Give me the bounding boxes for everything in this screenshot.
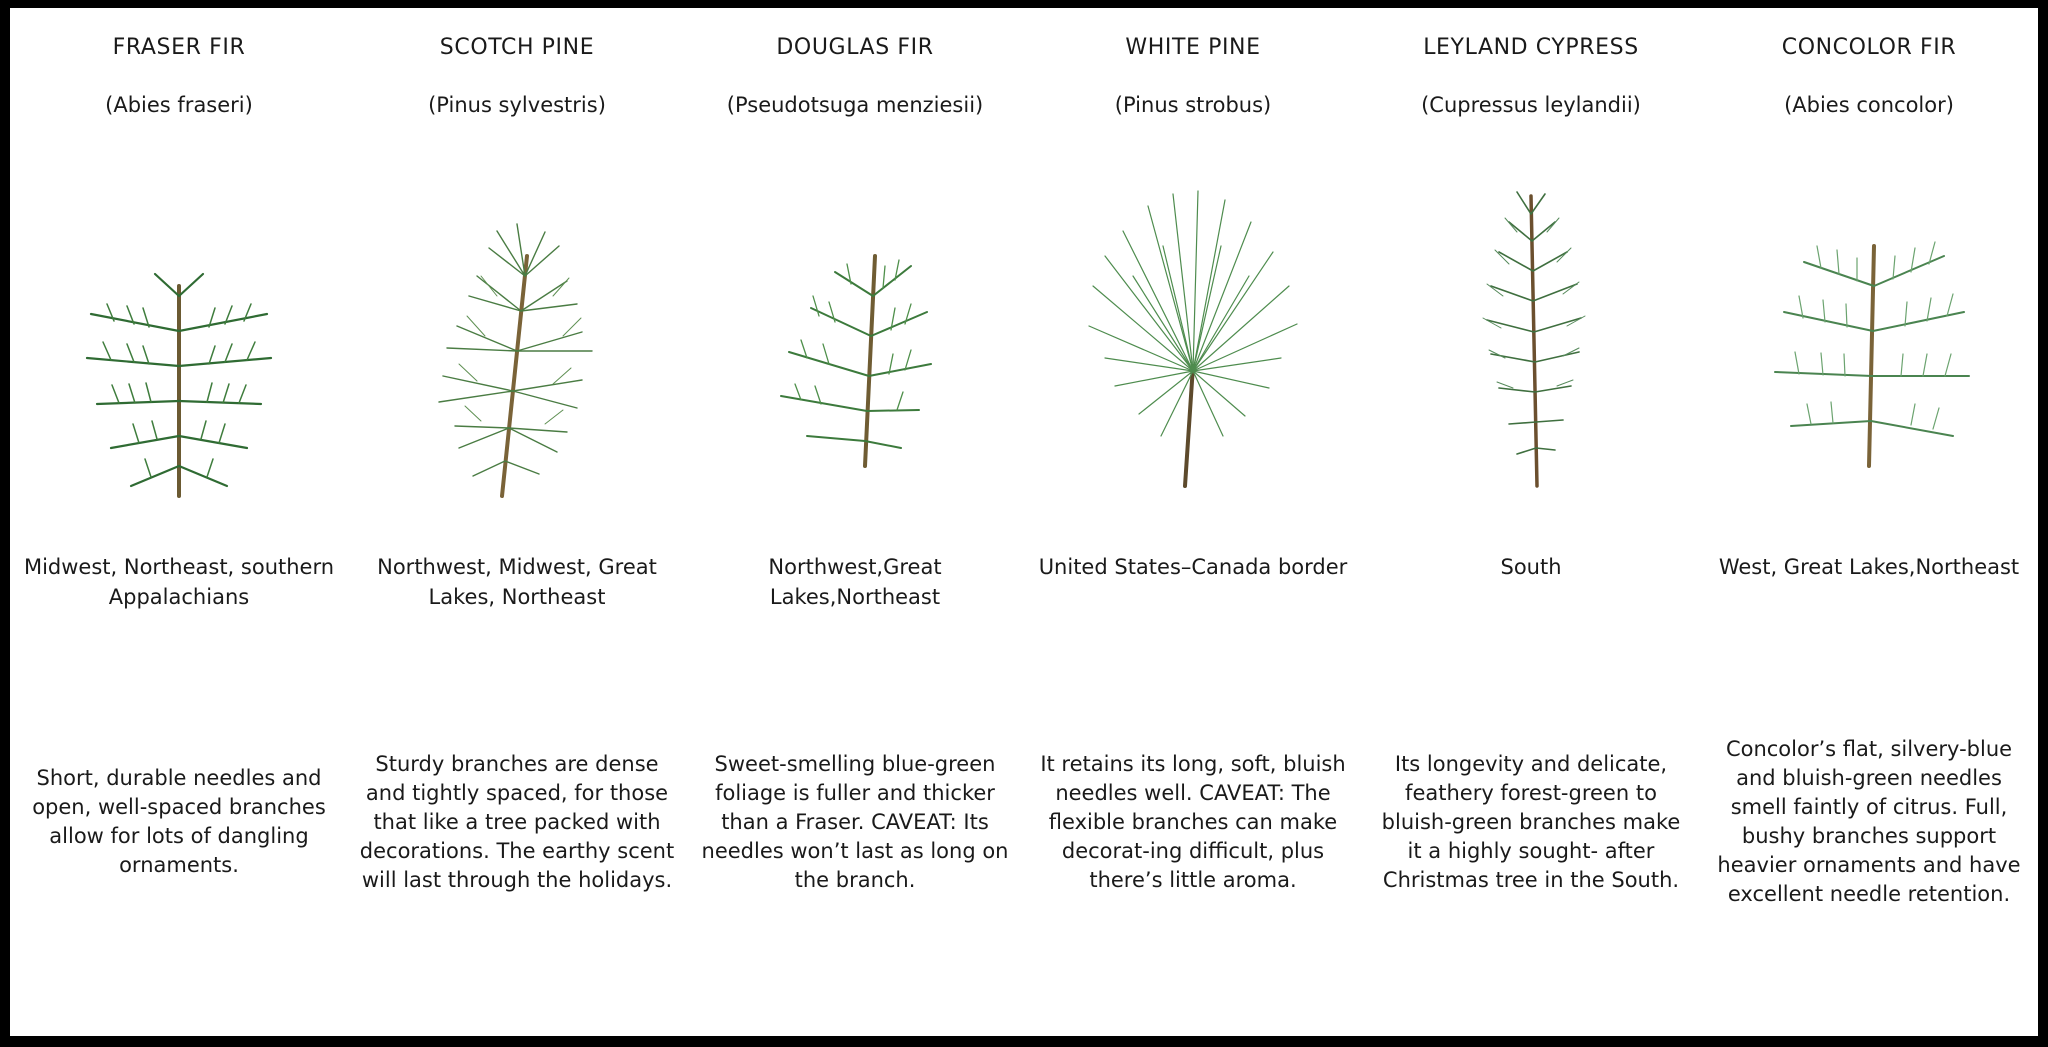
- description-span: Sturdy branches are dense and tightly spaced, for those that like a tree packed with decorations. The earthy scent will last through the holidays.: [359, 751, 675, 892]
- douglas-fir-branch-photo: [696, 136, 1014, 528]
- description-text: [358, 648, 676, 1022]
- tree-image-cell: [20, 136, 338, 528]
- description-text: [1372, 648, 1690, 1022]
- region-label: Midwest, Northeast, southern Appalachians: [23, 555, 335, 609]
- description-text: [20, 648, 338, 1022]
- tree-image-cell: [696, 136, 1014, 528]
- scotch-pine-branch-photo: [358, 136, 676, 528]
- tree-image-cell: [1710, 136, 2028, 528]
- tree-image-cell: [1034, 136, 1352, 528]
- region-label: Northwest, Midwest, Great Lakes, Northeast: [377, 555, 657, 609]
- tree-column-white-pine: [1024, 26, 1362, 1022]
- common-name-label: LEYLAND CYPRESS: [1423, 35, 1639, 60]
- description-text: [1034, 648, 1352, 1022]
- scientific-name-label: (Cupressus leylandii): [1421, 93, 1641, 117]
- description-text: [1710, 648, 2028, 1022]
- white-pine-branch-photo: [1034, 136, 1352, 528]
- region-label: Northwest,Great Lakes,Northeast: [768, 555, 942, 609]
- tree-image-cell: [1372, 136, 1690, 528]
- chart-page: [10, 8, 2038, 1036]
- tree-comparison-grid: [10, 8, 2038, 1036]
- scientific-name-label: (Pinus strobus): [1114, 93, 1272, 117]
- region-label: South: [1500, 555, 1562, 579]
- tree-column-concolor-fir: [1700, 26, 2038, 1022]
- description-text: [696, 648, 1014, 1022]
- description-span: Short, durable needles and open, well-spaced branches allow for lots of dangling ornaments.: [32, 766, 326, 877]
- common-name-label: SCOTCH PINE: [439, 35, 595, 60]
- common-name-label: DOUGLAS FIR: [776, 35, 934, 60]
- concolor-fir-branch-photo: [1710, 136, 2028, 528]
- region-label: West, Great Lakes,Northeast: [1718, 555, 2020, 579]
- scientific-name-label: (Abies concolor): [1784, 93, 1954, 117]
- tree-image-cell: [358, 136, 676, 528]
- region-label: United States–Canada border: [1038, 555, 1348, 579]
- fraser-fir-branch-photo: [20, 136, 338, 528]
- common-name-label: WHITE PINE: [1125, 35, 1261, 60]
- scientific-name-label: (Pinus sylvestris): [428, 93, 606, 117]
- description-span: Its longevity and delicate, feathery forest-green to bluish-green branches make it a highly sought- after Christmas tree in the South.: [1381, 751, 1681, 892]
- scientific-name-label: (Abies fraseri): [105, 93, 253, 117]
- leyland-cypress-branch-photo: [1372, 136, 1690, 528]
- tree-column-scotch-pine: [348, 26, 686, 1022]
- common-name-label: FRASER FIR: [112, 35, 246, 60]
- tree-column-douglas-fir: [686, 26, 1024, 1022]
- scientific-name-label: (Pseudotsuga menziesii): [726, 93, 984, 117]
- tree-column-fraser-fir: [10, 26, 348, 1022]
- description-span: Sweet-smelling blue-green foliage is fuller and thicker than a Fraser. CAVEAT: Its needles won’t last as long on the branch.: [701, 751, 1009, 892]
- description-span: It retains its long, soft, bluish needles well. CAVEAT: The flexible branches can make decorat-ing difficult, plus there’s little aroma.: [1040, 751, 1346, 892]
- common-name-label: CONCOLOR FIR: [1781, 35, 1957, 60]
- tree-column-leyland-cypress: [1362, 26, 1700, 1022]
- description-span: Concolor’s flat, silvery-blue and bluish-green needles smell faintly of citrus. Full, bushy branches support heavier ornaments and have excellent needle retention.: [1717, 737, 2021, 906]
